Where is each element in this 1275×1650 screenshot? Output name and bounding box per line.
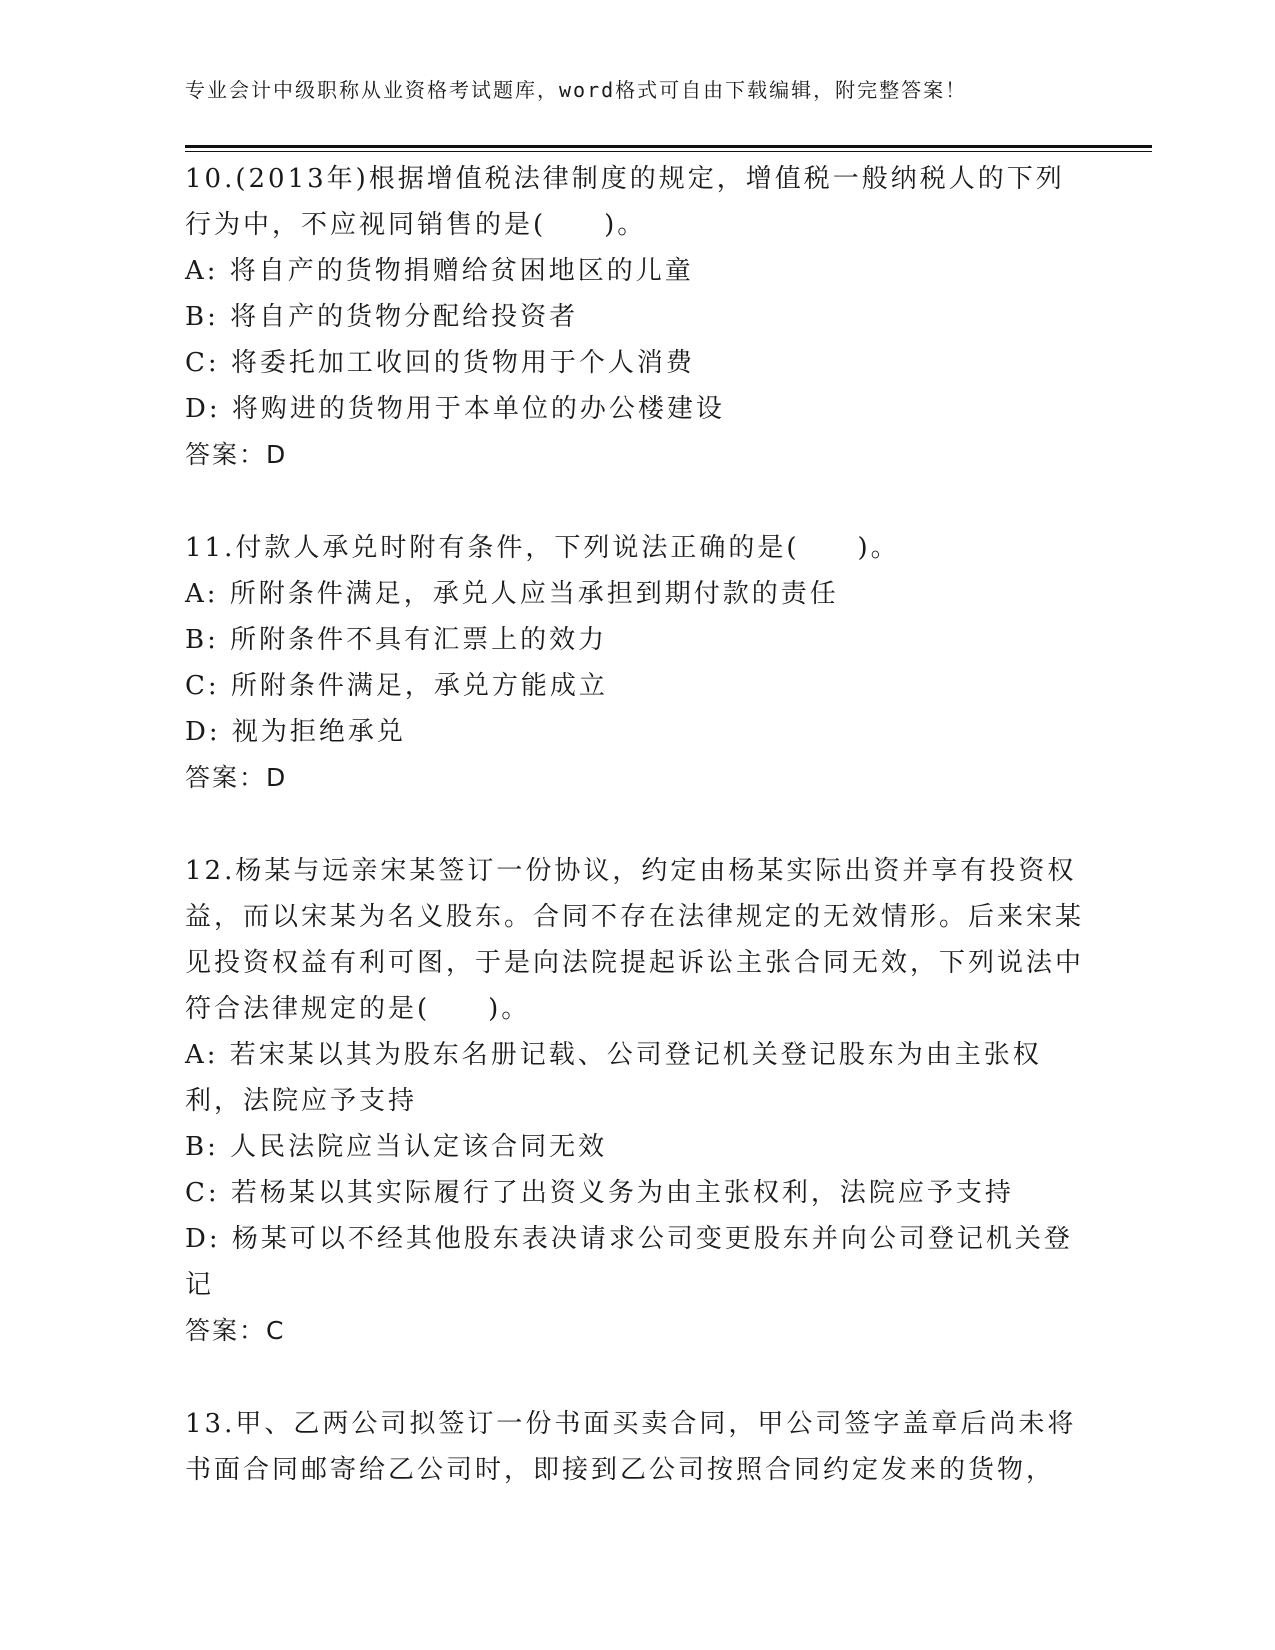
header-divider-thick (185, 145, 1152, 148)
answer: 答案：D (185, 763, 288, 792)
question-11 (185, 525, 1085, 801)
question-12 (185, 848, 1085, 1354)
option-a: A: 所附条件满足，承兑人应当承担到期付款的责任 (185, 579, 839, 609)
option-a: A: 将自产的货物捐赠给贫困地区的儿童 (185, 256, 694, 286)
answer: 答案：C (185, 1316, 286, 1345)
question-stem: 11.付款人承兑时附有条件，下列说法正确的是( )。 (185, 533, 900, 563)
question-13 (185, 1401, 1085, 1493)
page-header: 专业会计中级职称从业资格考试题库，word格式可自由下载编辑，附完整答案！ (185, 78, 968, 102)
question-stem: 12.杨某与远亲宋某签订一份协议，约定由杨某实际出资并享有投资权益，而以宋某为名义股东。合同不存在法律规定的无效情形。后来宋某见投资权益有利可图，于是向法院提起诉讼主张合同无效，下列说法中符合法律规定的是( )。 (185, 856, 1085, 1024)
option-d: D: 将购进的货物用于本单位的办公楼建设 (185, 394, 725, 424)
option-d: D: 杨某可以不经其他股东表决请求公司变更股东并向公司登记机关登记 (185, 1224, 1073, 1300)
question-stem: 10.(2013年)根据增值税法律制度的规定，增值税一般纳税人的下列行为中，不应视同销售的是( )。 (185, 164, 1065, 240)
option-c: C: 所附条件满足，承兑方能成立 (185, 671, 608, 701)
option-b: B: 所附条件不具有汇票上的效力 (185, 625, 608, 655)
question-stem: 13.甲、乙两公司拟签订一份书面买卖合同，甲公司签字盖章后尚未将书面合同邮寄给乙公司时，即接到乙公司按照合同约定发来的货物， (185, 1409, 1077, 1485)
header-divider-thin (185, 151, 1152, 152)
option-c: C: 将委托加工收回的货物用于个人消费 (185, 348, 695, 378)
answer: 答案：D (185, 440, 288, 469)
option-b: B: 人民法院应当认定该合同无效 (185, 1132, 608, 1162)
option-a: A: 若宋某以其为股东名册记载、公司登记机关登记股东为由主张权利，法院应予支持 (185, 1040, 1042, 1116)
question-10 (185, 156, 1085, 478)
option-b: B: 将自产的货物分配给投资者 (185, 302, 579, 332)
question-list (185, 156, 1085, 1540)
option-d: D: 视为拒绝承兑 (185, 717, 406, 747)
option-c: C: 若杨某以其实际履行了出资义务为由主张权利，法院应予支持 (185, 1178, 1014, 1208)
